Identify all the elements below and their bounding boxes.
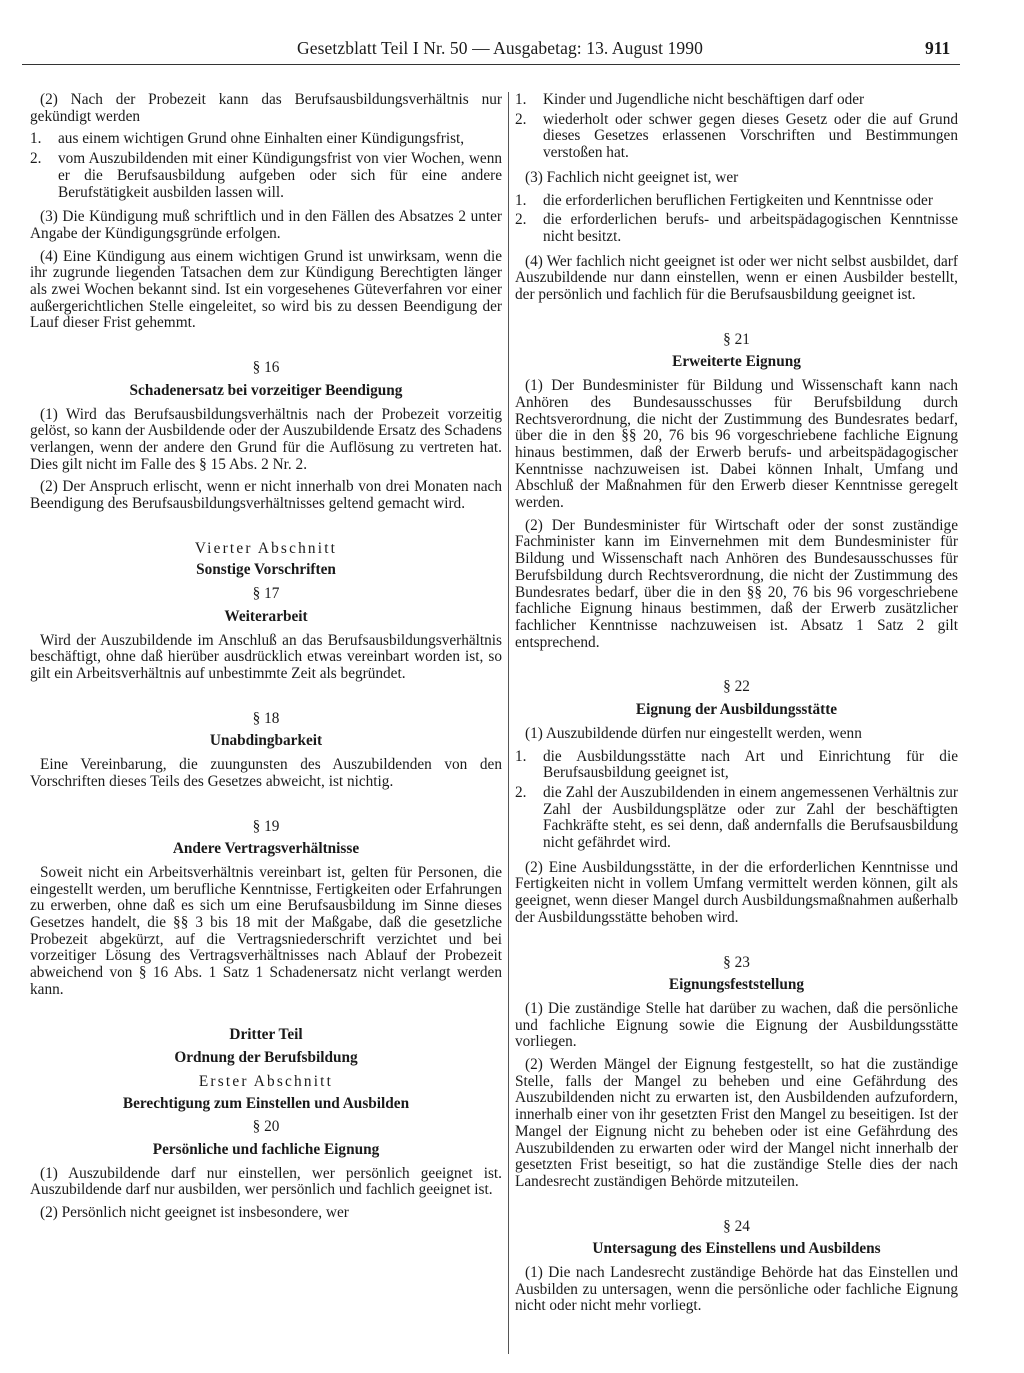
list-text: wiederholt oder schwer gegen dieses Gesetz oder die auf Grund dieses Gesetzes erlassenen Vorschriften und Bestimmungen verstoßen hat. [543, 110, 958, 162]
paragraph: (3) Fachlich nicht geeignet ist, wer [525, 168, 739, 186]
list-item [30, 131, 502, 148]
section-number: § 17 [252, 585, 280, 603]
section-title: Untersagung des Einstellens und Ausbildens [592, 1240, 881, 1258]
list-number: 2. [30, 150, 42, 168]
paragraph: (2) Eine Ausbildungsstätte, in der die erforderlichen Kenntnisse und Fertigkeiten nicht in vollem Umfang vermittelt werden können, gilt als geeignet, wenn dieser Mangel durch Ausbildungsmaßnahmen außerhalb der Ausbildungsstätte behoben wird. [515, 858, 958, 926]
page-number: 911 [925, 38, 951, 58]
section-number: § 22 [723, 678, 750, 696]
list-item [515, 193, 958, 210]
list-number: 1. [515, 747, 527, 765]
header-divider [22, 64, 960, 65]
paragraph: (3) Die Kündigung muß schriftlich und in den Fällen des Absatzes 2 unter Angabe der Kündigungsgründe erfolgen. [30, 208, 502, 242]
list-text: aus einem wichtigen Grund ohne Einhalten einer Kündigungsfrist, [58, 130, 465, 148]
section-number: § 16 [252, 359, 280, 377]
chapter-label: Erster Abschnitt [198, 1072, 334, 1090]
section-title: Andere Vertragsverhältnisse [172, 840, 360, 858]
chapter-title: Berechtigung zum Einstellen und Ausbilden [122, 1094, 410, 1112]
section-number: § 24 [723, 1217, 750, 1235]
paragraph: (1) Auszubildende dürfen nur eingestellt werden, wenn [525, 724, 862, 742]
section-number: § 18 [252, 709, 280, 727]
paragraph: (2) Nach der Probezeit kann das Berufsausbildungsverhältnis nur gekündigt werden [30, 91, 502, 125]
paragraph: (4) Wer fachlich nicht geeignet ist oder wer nicht selbst ausbildet, darf Auszubildende nur dann einstellen, wenn er einen Ausbilder bestellt, der persönlich und fachlich für die Berufsausbildung geeignet ist. [515, 252, 958, 304]
chapter-title: Sonstige Vorschriften [196, 561, 336, 579]
list-item [30, 151, 502, 201]
list-number: 2. [515, 211, 527, 229]
section-title: Persönliche und fachliche Eignung [152, 1141, 380, 1159]
list-number: 1. [515, 191, 527, 209]
paragraph: Soweit nicht ein Arbeitsverhältnis vereinbart ist, gelten für Personen, die eingestellt werden, um berufliche Kenntnisse, Fertigkeiten oder Erfahrungen zu erwerben, ohne daß es sich um eine Berufsausbildung im Sinne dieses Gesetzes handelt, die §§ 3 bis 18 mit der Maßgabe, daß die gesetzliche Probezeit abgekürzt, auf die Vertragsniederschrift verzichtet und bei vorzeitiger Lösung des Vertragsverhältnisses nach Ablauf der Probezeit abweichend von § 16 Abs. 1 Satz 1 Schadenersatz nicht verlangt werden kann. [30, 863, 502, 998]
section-title: Weiterarbeit [224, 607, 308, 625]
left-column [30, 92, 502, 1228]
list-number: 2. [515, 783, 527, 801]
list-item [515, 112, 958, 162]
section-number: § 23 [723, 953, 750, 971]
paragraph: Eine Vereinbarung, die zuungunsten des Auszubildenden von den Vorschriften dieses Teils des Gesetzes abweicht, ist nichtig. [30, 756, 502, 790]
section-number: § 20 [252, 1118, 280, 1136]
list-number: 1. [30, 130, 42, 148]
paragraph: (1) Wird das Berufsausbildungsverhältnis nach der Probezeit vorzeitig gelöst, so kann der Ausbildende oder der Auszubildende Ersatz des Schadens verlangen, wenn der andere den Grund für die Auflösung zu vertreten hat. Dies gilt nicht im Falle des § 15 Abs. 2 Nr. 2. [30, 405, 502, 473]
section-title: Eignungsfeststellung [668, 976, 805, 994]
part-label: Dritter Teil [229, 1025, 303, 1043]
paragraph: (2) Werden Mängel der Eignung festgestellt, so hat die zuständige Stelle, falls der Mangel zu beheben und eine Gefährdung des Auszubildenden nicht zu erwarten ist, den Ausbildenden aufzufordern, innerhalb einer von ihr gesetzten Frist den Mangel zu beseitigen. Ist der Mangel der Eignung nicht zu beheben oder ist eine Gefährdung des Auszubildenden zu erwarten oder wird der Mangel nicht innerhalb der gesetzten Frist beseitigt, so hat die zuständige Stelle dies der nach Landesrecht zuständigen Behörde mitzuteilen. [515, 1056, 958, 1190]
right-column [515, 92, 958, 1321]
chapter-label: Vierter Abschnitt [194, 539, 338, 557]
list-item [515, 785, 958, 852]
list-text: Kinder und Jugendliche nicht beschäftigen darf oder [543, 91, 865, 108]
section-number: § 19 [252, 817, 280, 835]
paragraph: (1) Der Bundesminister für Bildung und Wissenschaft kann nach Anhören des Bundesausschusses für Berufsbildung durch Rechtsverordnung, die nicht der Zustimmung des Bundesrates bedarf, über die in den §§ 20, 76 bis 96 vorgeschriebene fachliche Eignung hinaus bestimmen, daß der Erwerb berufs- und arbeitspädagogischer Kenntnisse nachzuweisen ist. Dabei können Inhalt, Umfang und Abschluß der Maßnahmen für den Erwerb dieser Kenntnisse geregelt werden. [515, 377, 958, 512]
header-title: Gesetzblatt Teil I Nr. 50 — Ausgabetag: 13. August 1990 [297, 38, 703, 58]
section-number: § 21 [723, 330, 750, 348]
paragraph: (1) Die nach Landesrecht zuständige Behörde hat das Einstellen und Ausbilden zu untersagen, wenn die persönliche oder fachliche Eignung nicht oder nicht mehr vorliegt. [515, 1264, 958, 1315]
section-title: Schadenersatz bei vorzeitiger Beendigung [129, 381, 403, 399]
list-item [515, 749, 958, 782]
list-item [515, 212, 958, 245]
paragraph: (2) Der Anspruch erlischt, wenn er nicht innerhalb von drei Monaten nach Beendigung des Berufsausbildungsverhältnisses geltend gemacht wird. [30, 478, 502, 513]
paragraph: (1) Die zuständige Stelle hat darüber zu wachen, daß die persönliche und fachliche Eignung sowie die Eignung der Ausbildungsstätte vorliegen. [515, 999, 958, 1051]
list-item [515, 92, 958, 109]
paragraph: (2) Persönlich nicht geeignet ist insbesondere, wer [40, 1204, 349, 1222]
part-title: Ordnung der Berufsbildung [174, 1049, 358, 1067]
column-divider [508, 92, 509, 1354]
list-text: die erforderlichen berufs- und arbeitspädagogischen Kenntnisse nicht besitzt. [543, 211, 958, 245]
paragraph: (2) Der Bundesminister für Wirtschaft oder der sonst zuständige Fachminister kann im Einvernehmen mit dem Bundesminister für Bildung und Wissenschaft nach Anhören des Bundesausschusses für Berufsbildung durch Rechtsverordnung, die nicht der Zustimmung des Bundesrates bedarf, über die in den §§ 20, 76 bis 96 vorgeschriebene fachliche Eignung hinaus bestimmen, daß der Erwerb zusätzlicher fachlicher Kenntnisse nachzuweisen ist. Absatz 1 Satz 2 gilt entsprechend. [515, 516, 958, 651]
list-text: die Ausbildungsstätte nach Art und Einrichtung für die Berufsausbildung geeignet ist, [543, 747, 958, 782]
list-number: 2. [515, 110, 527, 128]
list-text: vom Auszubildenden mit einer Kündigungsfrist von vier Wochen, wenn er die Berufsausbildung aufgeben oder sich für eine andere Berufstätigkeit ausbilden lassen will. [58, 150, 502, 201]
paragraph: (4) Eine Kündigung aus einem wichtigen Grund ist unwirksam, wenn die ihr zugrunde liegenden Tatsachen dem zur Kündigung Berechtigten länger als zwei Wochen bekannt sind. Ist ein vorgesehenes Güteverfahren vor einer außergerichtlichen Stelle eingeleitet, so wird bis zu dessen Beendigung der Lauf dieser Frist gehemmt. [30, 247, 502, 332]
list-text: die Zahl der Auszubildenden in einem angemessenen Verhältnis zur Zahl der Ausbildungsplätze oder zur Zahl der beschäftigten Fachkräfte steht, es sei denn, daß andernfalls die Berufsausbildung nicht gefährdet wird. [543, 783, 958, 852]
paragraph: Wird der Auszubildende im Anschluß an das Berufsausbildungsverhältnis beschäftigt, ohne daß hierüber ausdrücklich etwas vereinbart worden ist, so gilt ein Arbeitsverhältnis auf unbestimmte Zeit als begründet. [30, 631, 502, 682]
section-title: Erweiterte Eignung [672, 353, 801, 371]
section-title: Eignung der Ausbildungsstätte [635, 701, 838, 719]
section-title: Unabdingbarkeit [209, 732, 323, 750]
list-text: die erforderlichen beruflichen Fertigkeiten und Kenntnisse oder [543, 191, 933, 209]
paragraph: (1) Auszubildende darf nur einstellen, wer persönlich geeignet ist. Auszubildende darf nur ausbilden, wer persönlich und fachlich geeignet ist. [30, 1164, 502, 1199]
list-number: 1. [515, 91, 527, 108]
